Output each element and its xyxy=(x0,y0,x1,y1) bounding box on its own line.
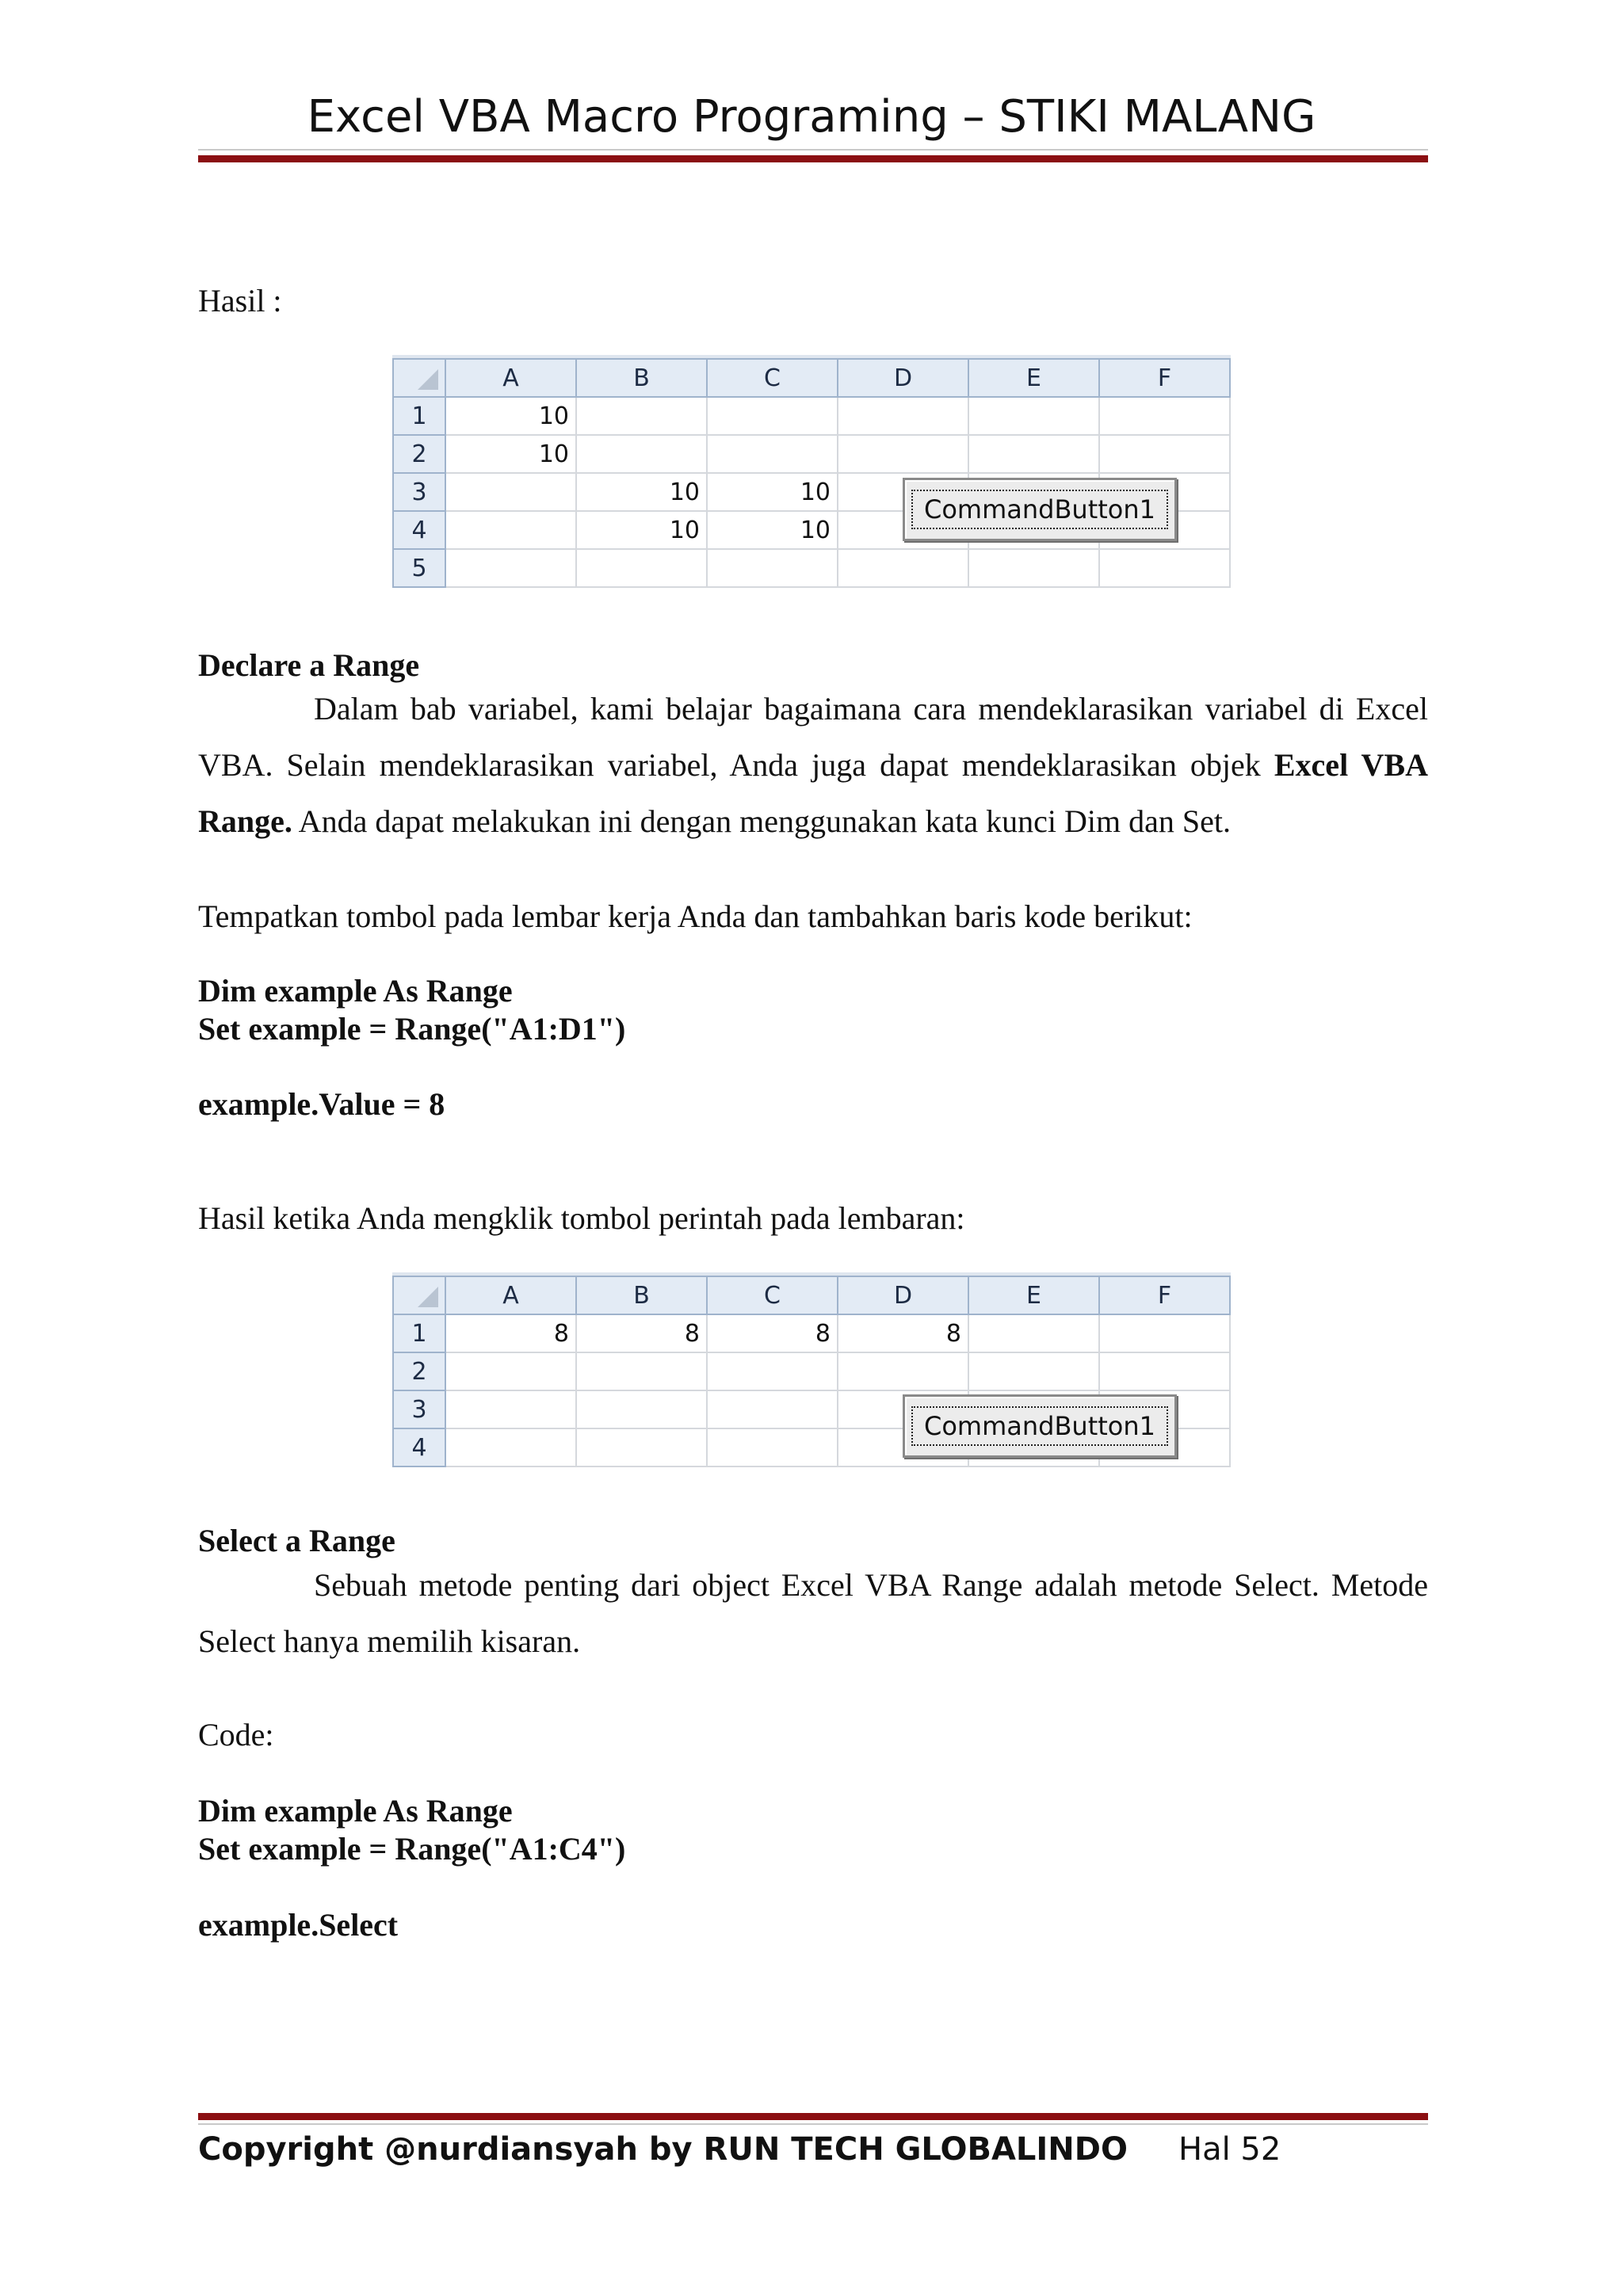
column-header: F xyxy=(1099,359,1230,397)
result-label: Hasil : xyxy=(198,283,282,318)
paragraph-select: Sebuah metode penting dari object Excel VBA Range adalah metode Select. Metode Select hanya memilih kisaran. xyxy=(198,1567,1428,1659)
column-header: B xyxy=(576,359,707,397)
cell: 8 xyxy=(838,1314,968,1352)
cell xyxy=(576,435,707,473)
select-all-corner xyxy=(393,359,445,397)
cell: 10 xyxy=(576,473,707,511)
footer-copyright: Copyright @nurdiansyah by RUN TECH GLOBALINDO xyxy=(198,2131,1128,2168)
footer-rule-thin xyxy=(198,2123,1428,2125)
cell xyxy=(838,435,968,473)
cell xyxy=(838,397,968,435)
cell xyxy=(1099,1352,1230,1390)
row-header: 2 xyxy=(393,435,445,473)
cell xyxy=(576,1390,707,1428)
cell xyxy=(445,549,576,587)
result-text: Hasil ketika Anda mengklik tombol perintah pada lembaran: xyxy=(198,1200,965,1236)
row-header: 4 xyxy=(393,511,445,549)
cell xyxy=(968,1352,1099,1390)
code-line: Set example = Range("A1:C4") xyxy=(198,1831,626,1867)
column-header: A xyxy=(445,359,576,397)
select-all-corner xyxy=(393,1276,445,1314)
column-header: A xyxy=(445,1276,576,1314)
cell: 10 xyxy=(707,511,838,549)
table-row xyxy=(393,1314,1230,1352)
cell xyxy=(576,397,707,435)
cell xyxy=(1099,397,1230,435)
cell: 10 xyxy=(445,435,576,473)
cell xyxy=(968,549,1099,587)
row-header: 1 xyxy=(393,397,445,435)
cell xyxy=(445,473,576,511)
cell xyxy=(445,511,576,549)
command-button-1[interactable] xyxy=(903,478,1177,541)
row-header: 5 xyxy=(393,549,445,587)
cell xyxy=(576,1352,707,1390)
spreadsheet-1 xyxy=(392,355,1231,588)
column-header: F xyxy=(1099,1276,1230,1314)
column-header: C xyxy=(707,1276,838,1314)
column-header: E xyxy=(968,1276,1099,1314)
cell: 8 xyxy=(707,1314,838,1352)
command-button-label: CommandButton1 xyxy=(911,1406,1168,1446)
section-heading-select: Select a Range xyxy=(198,1523,395,1558)
code-line: Dim example As Range xyxy=(198,973,513,1009)
code-line: example.Value = 8 xyxy=(198,1086,445,1122)
cell xyxy=(576,549,707,587)
cell xyxy=(707,1390,838,1428)
row-header: 3 xyxy=(393,1390,445,1428)
cell xyxy=(1099,435,1230,473)
row-header: 3 xyxy=(393,473,445,511)
code-label: Code: xyxy=(198,1717,274,1753)
code-line: example.Select xyxy=(198,1907,399,1943)
command-button-label: CommandButton1 xyxy=(911,490,1168,529)
column-header: D xyxy=(838,359,968,397)
cell xyxy=(968,397,1099,435)
cell xyxy=(707,549,838,587)
cell xyxy=(1099,549,1230,587)
footer-rule-red xyxy=(198,2113,1428,2120)
cell xyxy=(707,1352,838,1390)
instruction-text: Tempatkan tombol pada lembar kerja Anda dan tambahkan baris kode berikut: xyxy=(198,898,1193,934)
row-header: 1 xyxy=(393,1314,445,1352)
column-header: D xyxy=(838,1276,968,1314)
footer-page-number: Hal 52 xyxy=(1178,2131,1281,2168)
row-header: 4 xyxy=(393,1428,445,1466)
column-header: B xyxy=(576,1276,707,1314)
cell xyxy=(1099,1314,1230,1352)
cell: 8 xyxy=(576,1314,707,1352)
cell xyxy=(445,1352,576,1390)
cell xyxy=(838,1352,968,1390)
column-header: C xyxy=(707,359,838,397)
command-button-2[interactable] xyxy=(903,1394,1177,1458)
column-header: E xyxy=(968,359,1099,397)
cell: 10 xyxy=(576,511,707,549)
cell xyxy=(707,1428,838,1466)
code-line: Set example = Range("A1:D1") xyxy=(198,1011,626,1047)
table-row xyxy=(393,397,1230,435)
cell xyxy=(707,435,838,473)
paragraph-declare: Dalam bab variabel, kami belajar bagaimana cara mendeklarasikan variabel di Excel VBA. Selain mendeklarasikan variabel, Anda juga dapat mendeklarasikan objek Excel VBA Range. Anda dapat melakukan ini dengan menggunakan kata kunci Dim dan Set. xyxy=(198,691,1428,839)
header-rule-red xyxy=(198,155,1428,162)
table-row xyxy=(393,549,1230,587)
row-header: 2 xyxy=(393,1352,445,1390)
page-header-title: Excel VBA Macro Programing – STIKI MALANG xyxy=(307,91,1316,143)
section-heading-declare: Declare a Range xyxy=(198,647,420,683)
cell xyxy=(445,1390,576,1428)
cell xyxy=(838,549,968,587)
cell xyxy=(445,1428,576,1466)
cell: 10 xyxy=(445,397,576,435)
header-rule-thin xyxy=(198,149,1428,151)
cell xyxy=(968,435,1099,473)
cell: 8 xyxy=(445,1314,576,1352)
cell xyxy=(576,1428,707,1466)
table-row xyxy=(393,435,1230,473)
table-row xyxy=(393,1352,1230,1390)
cell xyxy=(968,1314,1099,1352)
cell xyxy=(707,397,838,435)
code-line: Dim example As Range xyxy=(198,1793,513,1829)
cell: 10 xyxy=(707,473,838,511)
